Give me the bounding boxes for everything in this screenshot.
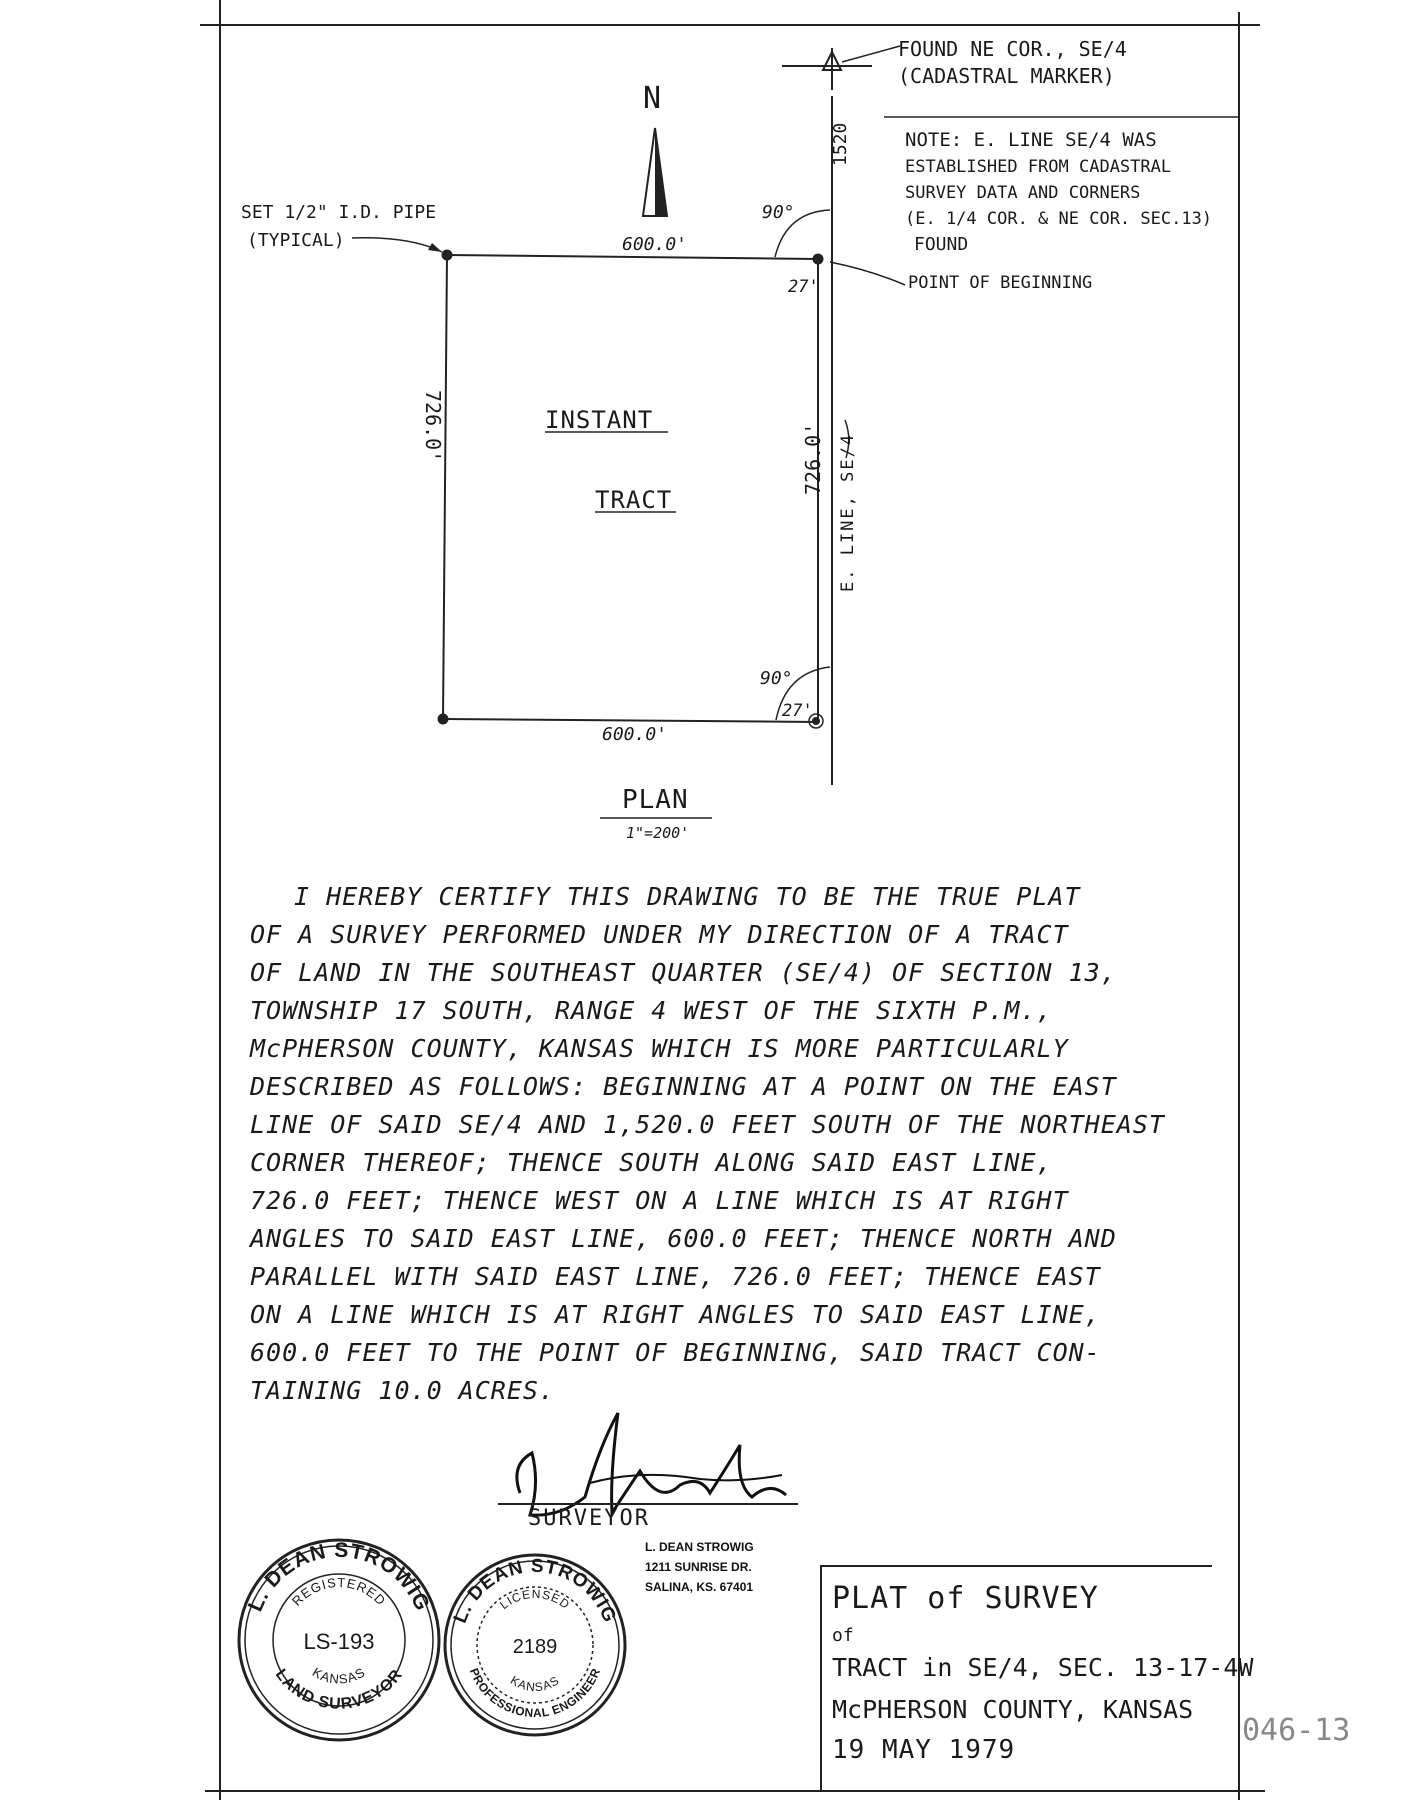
east-dimension: 726.0'	[801, 422, 825, 495]
cert-line: PARALLEL WITH SAID EAST LINE, 726.0 FEET; THENCE EAST	[250, 1262, 1101, 1291]
ls-seal-name: L. DEAN STROWIG	[243, 1538, 435, 1615]
pipe-marker-sw	[438, 714, 449, 725]
signature-role: SURVEYOR	[528, 1506, 650, 1531]
surveyor-city: SALINA, KS. 67401	[645, 1580, 754, 1594]
cert-line: CORNER THEREOF; THENCE SOUTH ALONG SAID EAST LINE,	[250, 1148, 1053, 1177]
cert-line: ON A LINE WHICH IS AT RIGHT ANGLES TO SAID EAST LINE,	[250, 1300, 1101, 1329]
tract-label-line2: TRACT	[595, 486, 673, 514]
north-label: N	[643, 81, 662, 116]
plan-drawing	[0, 0, 1406, 860]
surveyor-address: 1211 SUNRISE DR.	[645, 1560, 752, 1574]
svg-text:KANSAS	[310, 1664, 368, 1686]
pe-seal-licensed: LICENSED	[497, 1586, 573, 1613]
west-dimension: 726.0'	[421, 390, 445, 463]
cert-line: OF A SURVEY PERFORMED UNDER MY DIRECTION OF A TRACT	[250, 920, 1069, 949]
east-line-note-line3: SURVEY DATA AND CORNERS	[905, 183, 1141, 203]
svg-text:REGISTERED	[289, 1575, 389, 1609]
svg-text:KANSAS	[508, 1673, 562, 1694]
title-line-plat-of-survey: PLAT of SURVEY	[832, 1581, 1099, 1616]
cert-line: 600.0 FEET TO THE POINT OF BEGINNING, SAID TRACT CON-	[250, 1338, 1101, 1367]
angle-label-bottom: 90°	[760, 668, 793, 689]
offset-label-top: 27'	[788, 277, 819, 297]
cert-line: LINE OF SAID SE/4 AND 1,520.0 FEET SOUTH OF THE NORTHEAST	[250, 1110, 1165, 1139]
east-line-note-line2: ESTABLISHED FROM CADASTRAL	[905, 157, 1172, 177]
ls-seal-state: KANSAS	[309, 1664, 369, 1687]
svg-text:LICENSED	[497, 1587, 573, 1612]
ls-seal-profession: LAND SURVEYOR	[271, 1666, 407, 1713]
pe-seal-state: KANSAS	[507, 1673, 563, 1695]
bottom-dimension: 600.0'	[602, 724, 668, 745]
title-line-of: of	[832, 1625, 854, 1646]
tract-label-line1: INSTANT	[545, 406, 654, 434]
pipe-marker-se-dot	[812, 717, 820, 725]
pe-seal-number: 2189	[512, 1636, 558, 1658]
east-line-note-line1: NOTE: E. LINE SE/4 WAS	[905, 129, 1157, 151]
cert-line: ANGLES TO SAID EAST LINE, 600.0 FEET; THENCE NORTH AND	[250, 1224, 1117, 1253]
top-dimension: 600.0'	[622, 234, 688, 255]
cert-line: DESCRIBED AS FOLLOWS: BEGINNING AT A POINT ON THE EAST	[250, 1072, 1117, 1101]
ne-corner-note-line2: (CADASTRAL MARKER)	[898, 64, 1115, 88]
ls-seal-registered: REGISTERED	[288, 1574, 390, 1609]
cert-line: McPHERSON COUNTY, KANSAS WHICH IS MORE PARTICULARLY	[250, 1034, 1069, 1063]
plan-title: PLAN	[622, 785, 689, 815]
plan-scale: 1"=200'	[626, 824, 690, 842]
cert-line: TOWNSHIP 17 SOUTH, RANGE 4 WEST OF THE SIXTH P.M.,	[250, 996, 1053, 1025]
north-arrow-icon	[643, 128, 667, 216]
land-surveyor-seal	[234, 1535, 444, 1745]
pipe-marker-ne	[813, 254, 824, 265]
east-line-label: E. LINE, SE/4	[838, 432, 858, 592]
pipe-note-line1: SET 1/2" I.D. PIPE	[241, 202, 437, 223]
point-of-beginning-label: POINT OF BEGINNING	[908, 273, 1093, 293]
cert-line: 726.0 FEET; THENCE WEST ON A LINE WHICH IS AT RIGHT	[250, 1186, 1069, 1215]
title-block	[820, 1565, 1254, 1792]
east-line-note-line5: FOUND	[914, 234, 969, 255]
ne-corner-note-line1: FOUND NE COR., SE/4	[898, 37, 1127, 61]
pipe-leader-arrow-icon	[428, 243, 442, 252]
pe-seal-profession: PROFESSIONAL ENGINEER	[466, 1666, 604, 1721]
pipe-note-line2: (TYPICAL)	[247, 230, 345, 251]
pipe-marker-nw	[442, 250, 453, 261]
ne-corner-marker-icon	[782, 46, 900, 90]
cert-line: OF LAND IN THE SOUTHEAST QUARTER (SE/4) OF SECTION 13,	[250, 958, 1117, 987]
offset-label-bottom: 27'	[782, 701, 813, 721]
file-number: 046-13	[1242, 1713, 1351, 1748]
engineer-seal	[440, 1550, 630, 1740]
title-line-county: McPHERSON COUNTY, KANSAS	[832, 1695, 1194, 1724]
pob-leader	[830, 262, 905, 285]
cert-line: TAINING 10.0 ACRES.	[250, 1376, 555, 1405]
ls-seal-number: LS-193	[303, 1629, 375, 1654]
cert-line: I HEREBY CERTIFY THIS DRAWING TO BE THE TRUE PLAT	[294, 882, 1081, 911]
signature-line	[498, 1503, 798, 1505]
certification-text	[250, 878, 1190, 1410]
east-line-note-line4: (E. 1/4 COR. & NE COR. SEC.13)	[905, 209, 1213, 229]
surveyor-name-stamp: L. DEAN STROWIG	[645, 1540, 754, 1554]
dim-north-offset: 1520	[830, 122, 851, 166]
title-line-tract: TRACT in SE/4, SEC. 13-17-4W	[832, 1653, 1254, 1682]
pe-seal-name: L. DEAN STROWIG	[449, 1555, 621, 1627]
title-line-date: 19 MAY 1979	[832, 1735, 1016, 1765]
angle-label-top: 90°	[762, 202, 795, 223]
